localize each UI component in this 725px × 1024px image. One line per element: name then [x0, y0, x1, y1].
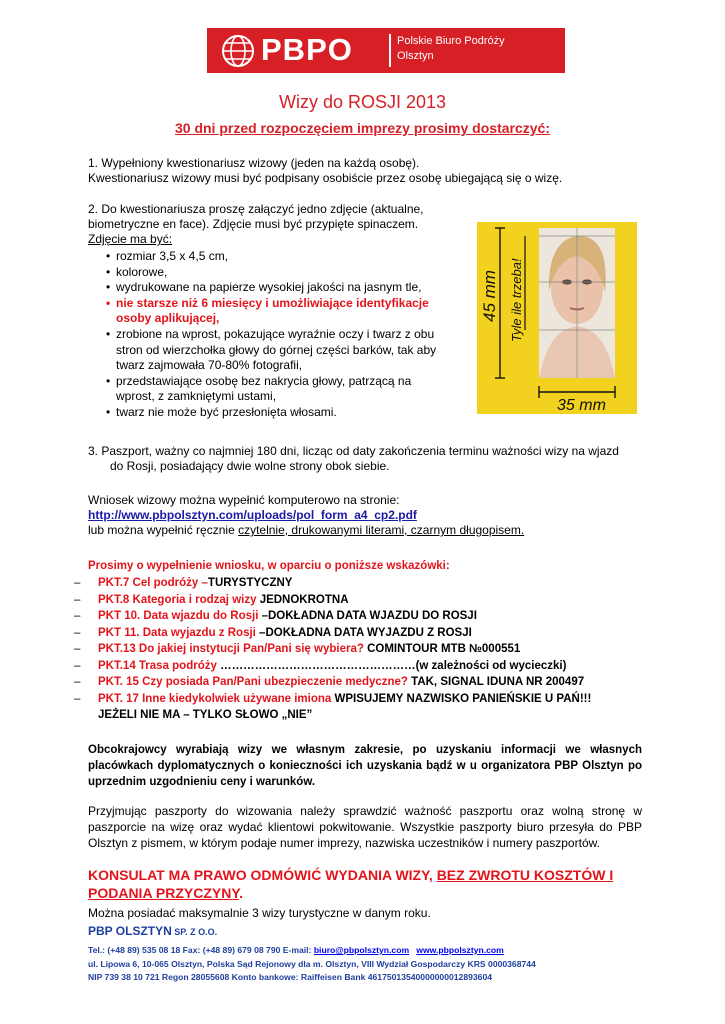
guide-item-label: PKT. 15 Czy posiada Pan/Pani ubezpieczenie medyczne?	[98, 676, 412, 688]
list-item: • nie starsze niż 6 miesięcy i umożliwiające identyfikacje osoby aplikującej,	[88, 296, 464, 327]
page-subtitle: 30 dni przed rozpoczęciem imprezy prosimy dostarczyć:	[174, 120, 550, 136]
list-item: • kolorowe,	[88, 265, 464, 281]
footer-email-link[interactable]: biuro@pbpolsztyn.com	[313, 945, 410, 955]
foreigners-note: Obcokrajowcy wyrabiają wizy we własnym zakresie, po uzyskaniu informacji we własnych placówkach dyplomatycznych o konieczności ich uzyskania bądź w u organizatora PBP Olsztyn po uprzednim uzgodnieniu ceny i warunków.	[88, 744, 642, 788]
list-item: • wydrukowane na papierze wysokiej jakości na jasnym tle,	[88, 280, 464, 296]
logo-divider	[389, 34, 391, 67]
form-line-3	[88, 523, 648, 538]
footer-bank: NIP 739 38 10 721 Regon 28055608 Konto bankowe: Raiffeisen Bank 46175013540000000012893604	[88, 972, 492, 982]
photo-width-label: 35 mm	[557, 397, 606, 414]
photo-height-label: 45 mm	[480, 270, 499, 322]
guide-item-label: PKT.7 Cel podróży –	[98, 577, 208, 589]
photo-requirements-heading: Zdjęcie ma być:	[88, 232, 173, 246]
form-line-3-text: lub można wypełnić ręcznie	[88, 523, 239, 537]
footer-name-suffix: SP. Z O.O.	[171, 927, 218, 937]
item-1-line-2: Kwestionariusz wizowy musi być podpisany osobiście przez osobę ubiegającą się o wizę.	[88, 171, 563, 185]
photo-illustration	[477, 222, 637, 414]
footer-address: ul. Lipowa 6, 10-065 Olsztyn, Polska Sąd Rejonowy dla m. Olsztyn, VIII Wydział Gospodarczy KRS 0000368744	[88, 959, 536, 969]
guide-item-label: PKT 11. Data wyjazdu z Rosji	[98, 626, 260, 639]
guide-item-value: WPISUJEMY NAZWISKO PANIEŃSKIE U PAŃ!!! JEŻELI NIE MA – TYLKO SŁOWO „NIE”	[98, 692, 592, 721]
guide-item-label: PKT 10. Data wjazdu do Rosji	[98, 610, 262, 622]
item-2-line-1: 2. Do kwestionariusza proszę załączyć jedno zdjęcie (aktualne,	[88, 202, 424, 216]
guide-item-label: PKT.8 Kategoria i rodzaj wizy	[98, 593, 260, 606]
guide-heading: Prosimy o wypełnienie wniosku, w oparciu o poniższe wskazówki:	[88, 560, 450, 572]
form-line-3-underlined: czytelnie, drukowanymi literami, czarnym długopisem.	[238, 523, 525, 537]
warning-part-3: .	[239, 885, 244, 901]
list-item: • rozmiar 3,5 x 4,5 cm,	[88, 249, 464, 265]
company-logo	[207, 28, 565, 73]
list-item	[74, 575, 644, 592]
globe-icon	[221, 34, 255, 68]
list-item	[74, 658, 644, 675]
footer-company-name	[88, 924, 217, 938]
item-3	[88, 444, 648, 474]
list-item	[74, 608, 644, 625]
guide-item-value: –DOKŁADNA DATA WYJAZDU Z ROSJI	[259, 626, 472, 639]
item-3-line-2: do Rosji, posiadający dwie wolne strony obok siebie.	[110, 459, 390, 473]
form-pdf-link[interactable]: http://www.pbpolsztyn.com/uploads/pol_form_a4_cp2.pdf	[88, 508, 417, 522]
list-item	[74, 592, 644, 609]
form-info	[88, 493, 648, 538]
list-item: • twarz nie może być przesłonięta włosami.	[88, 405, 464, 421]
logo-brand: PBPO	[261, 32, 353, 67]
footer-phone: Tel.: (+48 89) 535 08 18 Fax: (+48 89) 679 08 790 E-mail:	[88, 945, 314, 955]
item-3-line-1: 3. Paszport, ważny co najmniej 180 dni, licząc od daty zakończenia terminu ważności wizy na wjazd	[88, 444, 619, 458]
guide-list	[74, 575, 644, 724]
item-1	[88, 156, 648, 186]
list-item	[74, 691, 644, 724]
photo-note-label: Tyle ile trzeba!	[509, 258, 524, 342]
passports-note: Przyjmując paszporty do wizowania należy sprawdzić ważność paszportu oraz wolną stronę w paszporcie na wizę oraz wydać klientowi pokwitowanie. Wszystkie paszporty biuro przesyła do PBP Olsztyn z pismem, w którym podaje numer imprezy, nazwiska uczestników i numery paszportów.	[88, 804, 642, 850]
warning-part-2: BEZ ZWROTU KOSZTÓW I PODANIA PRZYCZYNY	[88, 867, 614, 901]
list-item: • przedstawiające osobę bez nakrycia głowy, patrzącą na wprost, z zamkniętymi ustami,	[88, 374, 464, 405]
footer-website-link[interactable]: www.pbpolsztyn.com	[416, 945, 504, 955]
photo-requirements-list	[88, 249, 464, 421]
list-item	[74, 625, 644, 642]
guide-item-label: PKT. 17 Inne kiedykolwiek używane imiona	[98, 692, 335, 705]
list-item: • zrobione na wprost, pokazujące wyraźnie oczy i twarz z obu stron od wierzchołka głowy do górnej części barków, tak aby twarz zajmowała 70-80% fotografii,	[88, 327, 464, 374]
item-1-line-1: 1. Wypełniony kwestionariusz wizowy (jeden na każdą osobę).	[88, 156, 420, 170]
max-visas-note: Można posiadać maksymalnie 3 wizy turystyczne w danym roku.	[88, 906, 431, 920]
form-line-1: Wniosek wizowy można wypełnić komputerowo na stronie:	[88, 493, 400, 507]
logo-line-1: Polskie Biuro Podróży	[397, 35, 505, 47]
item-2	[88, 202, 464, 421]
guide-item-label: PKT.13 Do jakiej instytucji Pan/Pani się wybiera?	[98, 643, 368, 655]
warning-part-1: KONSULAT MA PRAWO ODMÓWIĆ WYDANIA WIZY,	[88, 867, 437, 883]
guide-item-value: TAK, SIGNAL IDUNA NR 200497	[411, 676, 585, 688]
passport-photo-example	[477, 222, 637, 414]
footer-contact	[88, 945, 504, 955]
list-item	[74, 674, 644, 691]
guide-item-value: –DOKŁADNA DATA WJAZDU DO ROSJI	[261, 610, 477, 622]
guide-item-value: TURYSTYCZNY	[207, 577, 293, 589]
guide-item-label: PKT.14 Trasa podróży	[98, 659, 221, 672]
logo-line-2: Olsztyn	[397, 50, 434, 62]
list-item	[74, 641, 644, 658]
page-title: Wizy do ROSJI 2013	[278, 92, 447, 112]
consulate-warning	[88, 866, 648, 902]
item-2-line-2: biometryczne en face). Zdjęcie musi być przypięte spinaczem.	[88, 217, 419, 231]
guide-item-value: ……………………………………………(w zależności od wycieczki)	[220, 659, 567, 672]
guide-item-value: COMINTOUR MTB №000551	[367, 643, 521, 655]
footer-name: PBP OLSZTYN	[88, 924, 172, 938]
guide-item-value: JEDNOKROTNA	[259, 593, 349, 606]
